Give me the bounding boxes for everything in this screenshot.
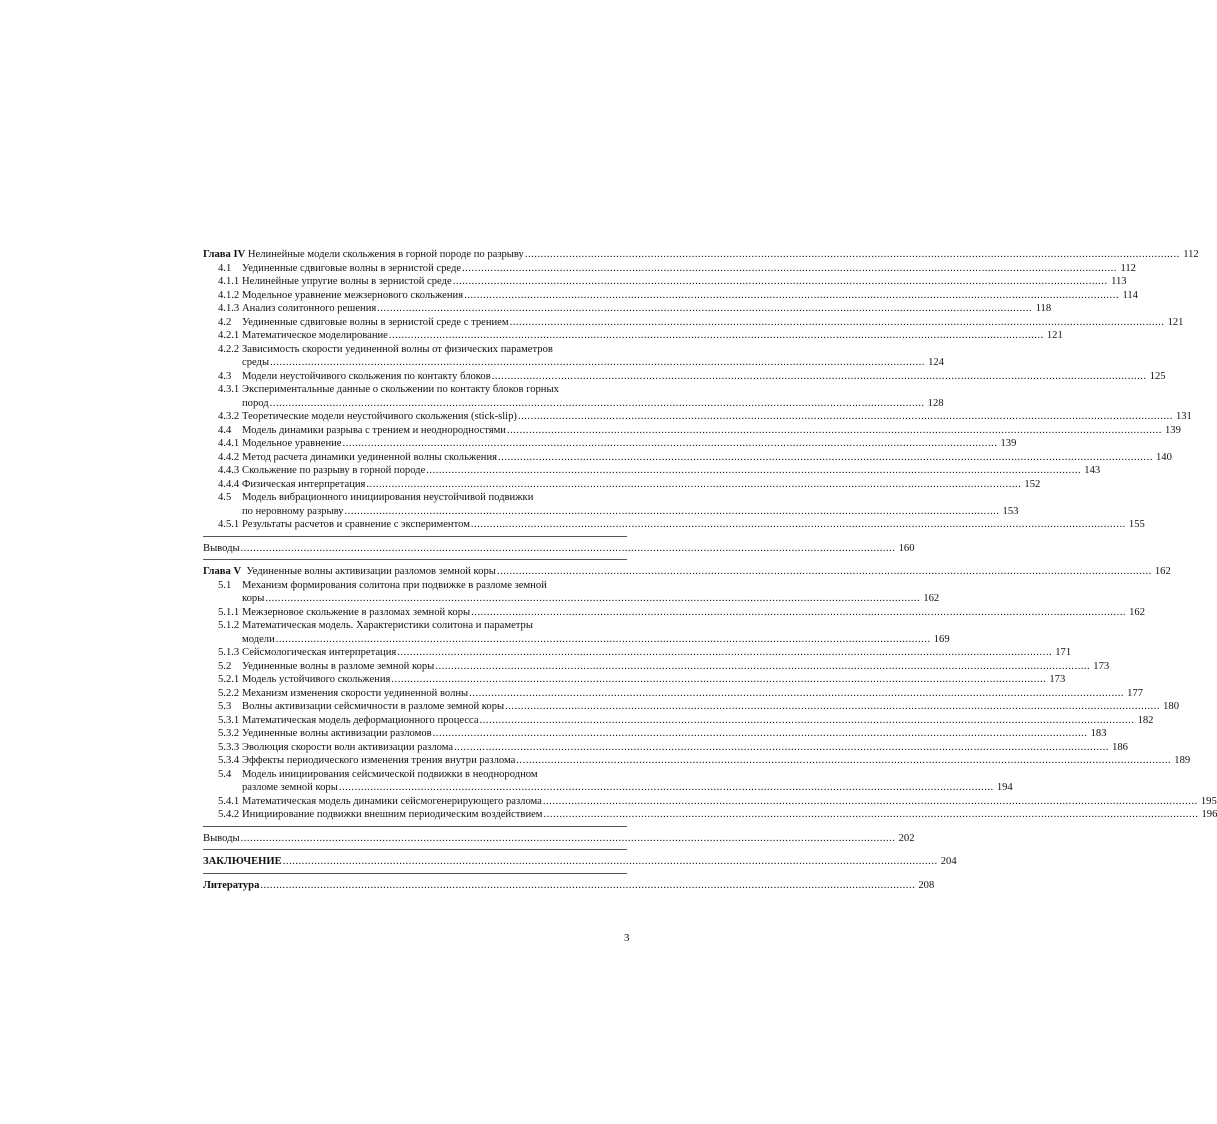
dot-leader [497, 565, 1152, 579]
dot-leader [498, 451, 1153, 465]
toc-entry-page: 131 [1175, 411, 1192, 422]
dot-leader [433, 727, 1088, 741]
chapter-4-label: Глава IV [203, 249, 246, 260]
toc-entry-number: 5.1.1 [218, 606, 240, 618]
toc-entry-number: 4.2.2 [218, 343, 240, 355]
toc-entry[interactable] [203, 437, 1017, 451]
dot-leader [492, 370, 1147, 384]
table-of-contents [203, 248, 1217, 892]
toc-entry-page: 162 [923, 593, 940, 604]
dot-leader [471, 606, 1126, 620]
toc-conclusions-5[interactable] [203, 832, 915, 846]
toc-entry-page: 125 [1149, 370, 1166, 382]
toc-entry-page: 202 [898, 832, 915, 844]
toc-entry-title: Механизм изменения скорости уединенной волны [242, 687, 469, 699]
toc-entry[interactable] [203, 673, 1066, 687]
toc-entry-title: Экспериментальные данные о скольжении по контакту блоков горных [242, 384, 559, 395]
toc-entry-page: 183 [1090, 728, 1107, 739]
toc-entry-page: 173 [1093, 660, 1110, 672]
toc-entry-number: 4.3.2 [218, 411, 240, 422]
toc-entry-title: Модельное уравнение [242, 438, 342, 449]
toc-entry[interactable] [203, 606, 1146, 620]
dot-leader [525, 248, 1180, 262]
toc-entry-page: 196 [1201, 809, 1217, 820]
toc-entry-number: 5.3 [218, 701, 232, 712]
toc-entry-title: Модели неустойчивого скольжения по контакту блоков [242, 370, 491, 382]
toc-entry-line1[interactable] [203, 383, 627, 397]
toc-entry[interactable] [203, 660, 1110, 674]
toc-entry-title: Межзерновое скольжение в разломах земной коры [242, 606, 471, 618]
toc-entry[interactable] [203, 687, 1144, 701]
dot-leader [480, 714, 1135, 728]
toc-entry-title: Скольжение по разрыву в горной породе [242, 465, 426, 476]
toc-entry-title-continued: коры [242, 593, 265, 604]
dot-leader [518, 410, 1173, 424]
toc-entry-number: 5.1.3 [218, 647, 240, 658]
toc-entry-title: Математическое моделирование [242, 330, 388, 341]
toc-entry-title: Уединенные сдвиговые волны в зернистой среде с трением [242, 316, 509, 328]
dot-leader [505, 700, 1160, 714]
toc-entry-page: 182 [1137, 714, 1154, 726]
toc-entry[interactable] [203, 451, 1172, 465]
divider [203, 873, 627, 874]
toc-entry-page: 195 [1200, 795, 1217, 807]
toc-literature[interactable] [203, 879, 935, 893]
toc-entry[interactable] [203, 518, 1145, 532]
toc-chapter-4[interactable] [203, 248, 1199, 262]
toc-entry-number: 5.2.1 [218, 674, 240, 685]
toc-entry-page: 160 [898, 542, 915, 554]
toc-entry-number: 4.1 [218, 262, 232, 274]
toc-entry[interactable] [203, 741, 1128, 755]
toc-entry-title: Выводы [203, 542, 240, 554]
toc-entry-line2[interactable] [203, 781, 1013, 795]
toc-entry-page: 118 [1035, 303, 1052, 314]
toc-entry-number: 5.4.1 [218, 795, 240, 807]
toc-entry-title-continued: модели [242, 633, 275, 645]
toc-entry-line2[interactable] [203, 397, 944, 411]
toc-entry[interactable] [203, 370, 1166, 384]
toc-entry[interactable] [203, 795, 1217, 809]
toc-entry-title: Литература [203, 879, 260, 891]
toc-entry-number: 4.3 [218, 370, 232, 382]
toc-entry-line2[interactable] [203, 356, 944, 370]
toc-entry-title: Эволюция скорости волн активизации разлома [242, 741, 454, 753]
toc-entry-number: 4.5 [218, 492, 232, 503]
dot-leader [469, 687, 1124, 701]
toc-entry-title: Модельное уравнение межзернового скольжения [242, 289, 464, 301]
toc-entry-number: 4.1.3 [218, 303, 240, 314]
dot-leader [464, 289, 1119, 303]
toc-entry-number: 5.4.2 [218, 809, 240, 820]
toc-entry-title: Уединенные волны активизации разломов [242, 728, 432, 739]
toc-entry[interactable] [203, 275, 1127, 289]
toc-entry-title: Уединенные сдвиговые волны в зернистой среде [242, 262, 462, 274]
toc-entry-line2[interactable] [203, 633, 950, 647]
dot-leader [265, 592, 920, 606]
toc-entry-title: Анализ солитонного решения [242, 303, 377, 314]
toc-entry-page: 208 [918, 879, 935, 891]
dot-leader [471, 518, 1126, 532]
toc-entry-page: 171 [1055, 647, 1072, 658]
toc-entry-page: 140 [1155, 451, 1172, 463]
toc-entry-page: 177 [1127, 687, 1144, 699]
dot-leader [462, 262, 1117, 276]
toc-entry-title-continued: пород [242, 397, 269, 409]
dot-leader [391, 673, 1046, 687]
toc-entry-title: Физическая интерпретация [242, 478, 366, 490]
toc-entry-page: 169 [933, 633, 950, 645]
toc-entry-page: 139 [1164, 424, 1181, 436]
toc-entry-title-continued: по неровному разрыву [242, 505, 344, 517]
toc-entry-number: 5.4 [218, 768, 232, 780]
toc-entry-page: 114 [1122, 289, 1138, 301]
toc-entry[interactable] [203, 302, 1052, 316]
toc-entry-number: 5.1 [218, 579, 232, 591]
toc-entry-page: 162 [1129, 606, 1146, 618]
dot-leader [426, 464, 1081, 478]
toc-entry[interactable] [203, 424, 1181, 438]
dot-leader [241, 542, 896, 556]
toc-entry-number: 4.4.2 [218, 451, 240, 463]
toc-entry-line2[interactable] [203, 505, 1019, 519]
toc-entry-title: Модель вибрационного инициирования неустойчивой подвижки [242, 492, 534, 503]
dot-leader [276, 633, 931, 647]
dot-leader [544, 808, 1199, 822]
toc-entry-page: 121 [1046, 330, 1063, 341]
dot-leader [453, 275, 1108, 289]
toc-entry-page: 152 [1024, 478, 1041, 490]
toc-entry[interactable] [203, 754, 1191, 768]
toc-entry-number: 4.1.2 [218, 289, 240, 301]
divider [203, 536, 627, 537]
divider [203, 826, 627, 827]
toc-entry-title: Уединенные волны в разломе земной коры [242, 660, 435, 672]
dot-leader [389, 329, 1044, 343]
toc-entry-number: 4.1.1 [218, 276, 240, 287]
toc-entry[interactable] [203, 289, 1138, 303]
toc-entry-page: 112 [1120, 262, 1136, 274]
dot-leader [339, 781, 994, 795]
toc-entry[interactable] [203, 316, 1184, 330]
dot-leader [270, 356, 925, 370]
chapter-5-label: Глава V [203, 566, 242, 577]
toc-entry-title: Инициирование подвижки внешним периодическим воздействием [242, 809, 543, 820]
dot-leader [345, 505, 1000, 519]
toc-entry-number: 5.3.1 [218, 714, 240, 726]
toc-entry-page: 124 [928, 357, 944, 368]
toc-entry-title: Зависимость скорости уединенной волны от физических параметров [242, 343, 553, 355]
toc-entry-title: Модель динамики разрыва с трением и неоднородностями [242, 424, 506, 436]
toc-entry-number: 5.3.4 [218, 755, 240, 766]
toc-entry-title: Математическая модель динамики сейсмогенерирующего разлома [242, 795, 542, 807]
toc-entry-number: 4.2.1 [218, 330, 240, 341]
chapter-4-title: Нелинейные модели скольжения в горной породе по разрыву [247, 249, 524, 260]
dot-leader [270, 397, 925, 411]
dot-leader [516, 754, 1171, 768]
toc-entry-page: 121 [1167, 316, 1184, 328]
toc-entry-title: Результаты расчетов и сравнение с экспериментом [242, 519, 470, 530]
toc-entry-title: Эффекты периодического изменения трения внутри разлома [242, 755, 516, 766]
toc-entry[interactable] [203, 646, 1072, 660]
toc-conclusions-4[interactable] [203, 542, 915, 556]
toc-entry-line1[interactable] [203, 343, 627, 357]
toc-entry-number: 4.4 [218, 424, 232, 436]
toc-entry[interactable] [203, 410, 1192, 424]
toc-entry-number: 4.4.1 [218, 438, 240, 449]
toc-entry-page: 173 [1049, 674, 1066, 685]
toc-entry-title: Выводы [203, 832, 240, 844]
dot-leader [397, 646, 1052, 660]
toc-entry-title: Модель инициирования сейсмической подвижки в неоднородном [242, 768, 538, 780]
toc-entry-page: 143 [1084, 465, 1101, 476]
toc-entry-number: 4.4.3 [218, 465, 240, 476]
toc-entry-line1[interactable] [203, 579, 627, 593]
toc-entry-title: Модель устойчивого скольжения [242, 674, 391, 685]
toc-entry-title: Математическая модель деформационного процесса [242, 714, 479, 726]
toc-entry-number: 4.3.1 [218, 384, 240, 395]
toc-entry-page: 139 [1000, 438, 1017, 449]
toc-entry-number: 4.4.4 [218, 478, 240, 490]
toc-entry-line1[interactable] [203, 491, 627, 505]
chapter-5-title: Уединенные волны активизации разломов земной коры [246, 566, 496, 577]
dot-leader [241, 832, 896, 846]
toc-entry-title: ЗАКЛЮЧЕНИЕ [203, 856, 282, 867]
dot-leader [377, 302, 1032, 316]
page-number: 3 [624, 932, 630, 944]
toc-entry-line1[interactable] [203, 768, 627, 782]
toc-entry-page: 155 [1128, 519, 1145, 530]
toc-entry-page: 186 [1112, 741, 1128, 753]
toc-entry-title: Волны активизации сейсмичности в разломе земной коры [242, 701, 505, 712]
toc-entry-number: 4.5.1 [218, 519, 240, 530]
toc-entry-line1[interactable] [203, 619, 627, 633]
chapter-5-page: 162 [1154, 566, 1171, 577]
toc-entry[interactable] [203, 727, 1107, 741]
toc-entry[interactable] [203, 478, 1041, 492]
toc-entry-title: Метод расчета динамики уединенной волны скольжения [242, 451, 497, 463]
dot-leader [343, 437, 998, 451]
dot-leader [283, 855, 938, 869]
toc-entry-number: 5.3.2 [218, 728, 240, 739]
toc-entry-title: Нелинейные упругие волны в зернистой среде [242, 276, 452, 287]
toc-entry-title: Сейсмологическая интерпретация [242, 647, 397, 658]
toc-entry-page: 204 [940, 856, 957, 867]
toc-entry-number: 5.2 [218, 660, 232, 672]
dot-leader [435, 660, 1090, 674]
toc-entry-title-continued: среды [242, 357, 270, 368]
toc-entry-title: Математическая модель. Характеристики солитона и параметры [242, 620, 533, 631]
toc-entry-title-continued: разломе земной коры [242, 782, 338, 793]
toc-conclusion[interactable] [203, 855, 957, 869]
chapter-4-page: 112 [1183, 249, 1199, 260]
toc-entry-page: 189 [1174, 755, 1191, 766]
divider [203, 849, 627, 850]
toc-entry[interactable] [203, 464, 1101, 478]
dot-leader [507, 424, 1162, 438]
toc-entry-number: 5.2.2 [218, 687, 240, 699]
dot-leader [510, 316, 1165, 330]
dot-leader [260, 879, 915, 893]
toc-entry[interactable] [203, 808, 1217, 822]
toc-entry-number: 5.1.2 [218, 620, 240, 631]
toc-entry[interactable] [203, 714, 1154, 728]
toc-entry[interactable] [203, 262, 1136, 276]
dot-leader [366, 478, 1021, 492]
toc-chapter-5[interactable] [203, 565, 1171, 579]
toc-entry-page: 113 [1111, 276, 1127, 287]
toc-entry-page: 180 [1163, 701, 1179, 712]
toc-entry-line2[interactable] [203, 592, 940, 606]
toc-entry-title: Теоретические модели неустойчивого скольжения (stick-slip) [242, 411, 517, 422]
toc-entry-number: 4.2 [218, 316, 232, 328]
toc-entry[interactable] [203, 329, 1063, 343]
toc-entry-number: 5.3.3 [218, 741, 240, 753]
dot-leader [543, 795, 1198, 809]
dot-leader [454, 741, 1109, 755]
toc-entry-page: 128 [927, 397, 944, 409]
toc-entry-page: 194 [996, 782, 1013, 793]
toc-entry-title: Механизм формирования солитона при подвижке в разломе земной [242, 579, 547, 591]
divider [203, 559, 627, 560]
toc-entry-page: 153 [1002, 505, 1019, 517]
toc-entry[interactable] [203, 700, 1179, 714]
